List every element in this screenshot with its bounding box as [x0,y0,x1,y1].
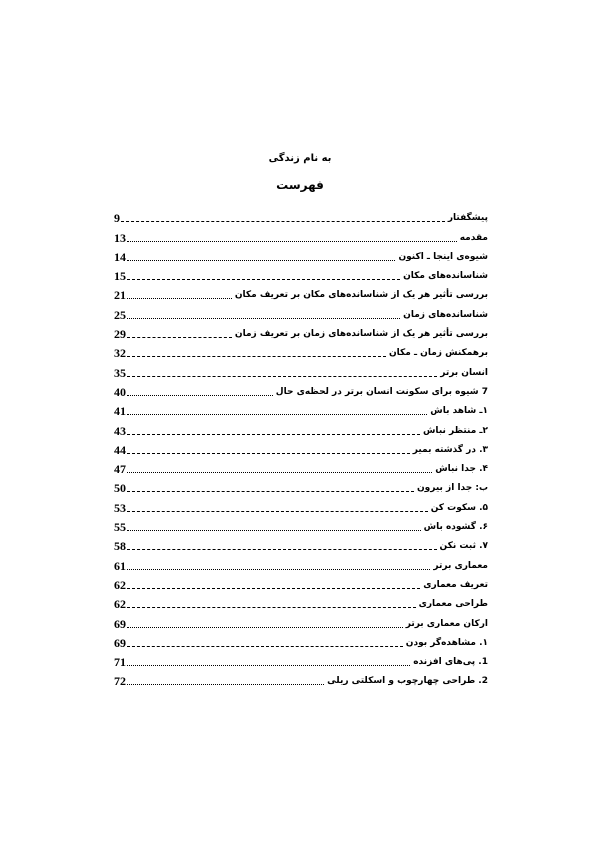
toc-entry[interactable] [114,611,488,630]
toc-page-number: 41 [114,404,126,419]
toc-entry[interactable] [114,360,488,379]
toc-page-number: 15 [114,269,126,284]
toc-leader-line [127,472,432,473]
toc-entry[interactable] [114,592,488,611]
toc-page-number: 35 [114,365,126,380]
toc-entry-title: برهمکنش زمان ـ مکان [388,348,488,359]
toc-leader-line [127,337,232,338]
toc-entry-title: معماری برتر [433,560,488,571]
toc-page-number: 62 [114,597,126,612]
toc-entry[interactable] [114,399,488,418]
toc-page-number: 25 [114,307,126,322]
toc-entry-title: 7 شیوه برای سکونت انسان برتر در لحظه‌ی حال [275,386,488,397]
toc-entry-title: شیوه‌ی اینجا ـ اکنون [398,251,488,262]
toc-entry[interactable] [114,283,488,302]
toc-entry-title: ۷. ثبت نکن [439,541,488,552]
toc-entry[interactable] [114,476,488,495]
toc-page-number: 21 [114,288,126,303]
toc-entry[interactable] [114,438,488,457]
toc-entry[interactable] [114,515,488,534]
toc-page-number: 44 [114,442,126,457]
toc-entry[interactable] [114,264,488,283]
toc-leader-line [127,665,410,666]
toc-entry-title: شناسانده‌های زمان [403,309,488,320]
toc-leader-line [127,298,232,299]
toc-page-number: 58 [114,539,126,554]
toc-leader-line [121,221,445,222]
toc-leader-line [127,627,403,628]
toc-entry[interactable] [114,418,488,437]
toc-page-number: 71 [114,655,126,670]
toc-entry[interactable] [114,553,488,572]
toc-entry-title: پیشگفتار [447,213,488,224]
toc-entry[interactable] [114,631,488,650]
toc-page-number: 69 [114,635,126,650]
toc-page-number: 43 [114,423,126,438]
toc-page-number: 47 [114,462,126,477]
toc-leader-line [127,318,400,319]
toc-leader-line [127,453,410,454]
toc-entry[interactable] [114,225,488,244]
toc-entry[interactable] [114,341,488,360]
toc-page-number: 72 [114,674,126,689]
toc-page-number: 40 [114,384,126,399]
toc-entry[interactable] [114,380,488,399]
toc-leader-line [127,356,386,357]
toc-leader-line [127,530,421,531]
toc-entry[interactable] [114,302,488,321]
toc-page-number: 32 [114,346,126,361]
toc-entry[interactable] [114,669,488,688]
toc-leader-line [127,414,427,415]
toc-entry[interactable] [114,457,488,476]
toc-entry[interactable] [114,206,488,225]
toc-entry-title: ۲ـ منتظر نباش [423,425,488,436]
toc-page-number: 55 [114,520,126,535]
toc-leader-line [127,376,437,377]
toc-entry-title: شناسانده‌های مکان [403,271,488,282]
toc-page-number: 9 [114,211,120,226]
toc-entry[interactable] [114,245,488,264]
toc-entry-title: طراحی معماری [418,599,488,610]
toc-leader-line [127,646,403,647]
toc-leader-line [127,569,430,570]
toc-leader-line [127,511,428,512]
toc-leader-line [127,434,420,435]
toc-entry[interactable] [114,534,488,553]
toc-entry-title: مقدمه [459,232,488,243]
toc-entry-title: ۶. گشوده باش [423,522,488,533]
toc-page-number: 61 [114,558,126,573]
toc-page-number: 62 [114,577,126,592]
toc-title: فهرست [276,178,324,192]
toc-entry[interactable] [114,650,488,669]
toc-page-number: 13 [114,230,126,245]
toc-entry-title: ارکان معماری برتر [405,618,488,629]
toc-entry-title: ۱ـ شاهد باش [430,406,488,417]
toc-leader-line [127,684,324,685]
toc-entry[interactable] [114,322,488,341]
toc-entry-title: انسان برتر [440,367,488,378]
dedication-heading: به نام زندگی [268,153,332,164]
toc-entry-title: ۵. سکوت کن [430,502,488,513]
toc-entry-title: ۳. در گذشته بمیر [412,444,488,455]
toc-page-number: 53 [114,500,126,515]
toc-entry-title: تعریف معماری [423,579,488,590]
toc-entry[interactable] [114,573,488,592]
toc-leader-line [127,549,437,550]
toc-entry-title: بررسی تأثیر هر یک از شناسانده‌های زمان بر تعریف زمان [234,329,488,340]
toc-entry-title: 1. پی‌های افزنده [413,657,488,668]
toc-leader-line [127,491,414,492]
toc-entry-title: 2. طراحی چهارچوب و اسکلتی ریلی [327,676,488,687]
toc-page-number: 29 [114,327,126,342]
toc-entry-title: ب: جدا از بیرون [416,483,488,494]
toc-leader-line [127,588,420,589]
toc-entry[interactable] [114,495,488,514]
toc-page-number: 50 [114,481,126,496]
toc-leader-line [127,241,457,242]
toc-leader-line [127,260,395,261]
table-of-contents [114,206,488,688]
toc-leader-line [127,279,400,280]
toc-leader-line [127,607,416,608]
toc-leader-line [127,395,273,396]
toc-entry-title: ۱. مشاهده‌گر بودن [405,637,488,648]
toc-page-number: 69 [114,616,126,631]
toc-page-number: 14 [114,249,126,264]
toc-entry-title: بررسی تأثیر هر یک از شناسانده‌های مکان بر تعریف مکان [234,290,488,301]
toc-entry-title: ۴. جدا نباش [435,464,488,475]
